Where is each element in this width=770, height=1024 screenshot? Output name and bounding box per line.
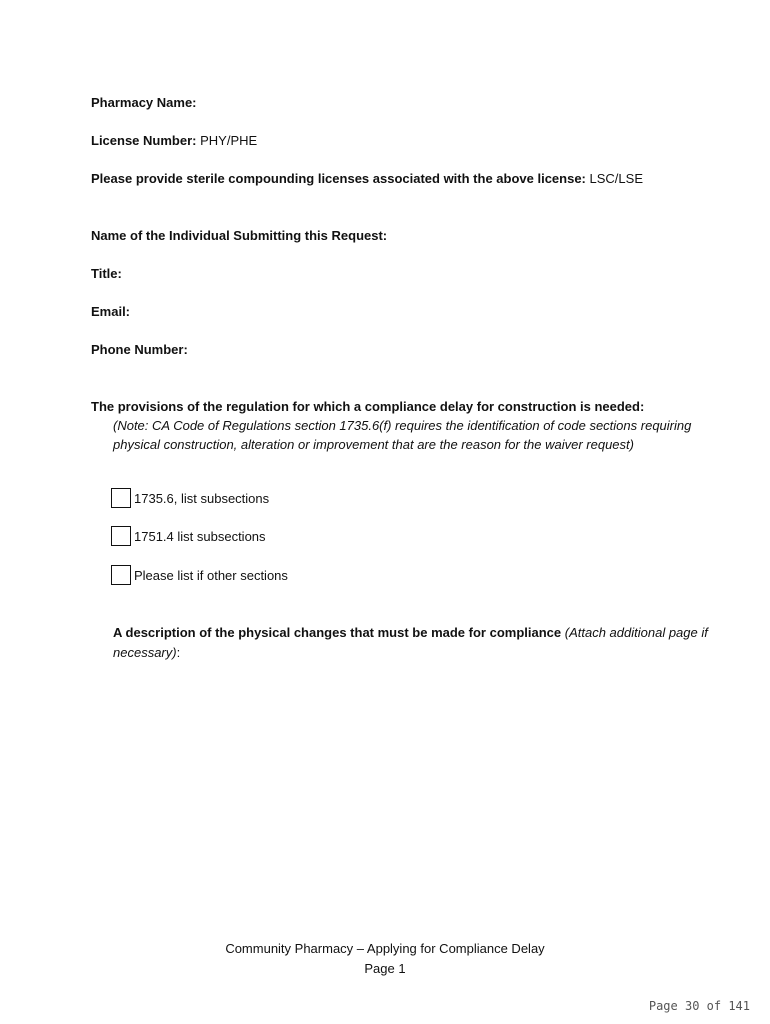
footer-page: Page 1 xyxy=(364,961,406,976)
description-hint: (Attach additional page if necessary) xyxy=(113,625,708,660)
email-field xyxy=(91,304,130,319)
checkbox-1735-6[interactable] xyxy=(111,488,131,508)
option-1735-6[interactable] xyxy=(111,488,269,508)
description-label: A description of the physical changes that must be made for compliance xyxy=(113,625,562,640)
pharmacy-name-field xyxy=(91,95,197,110)
sterile-licenses-field xyxy=(91,171,643,186)
license-number-label: License Number: xyxy=(91,133,197,148)
submitter-name-field xyxy=(91,228,387,243)
footer-title: Community Pharmacy – Applying for Compliance Delay xyxy=(225,941,545,956)
provisions-note: (Note: CA Code of Regulations section 1735.6(f) requires the identification of code sections requiring physical construction, alteration or improvement that are the reason for the waiver request) xyxy=(113,418,692,452)
checkbox-other-sections[interactable] xyxy=(111,565,131,585)
option-other-sections[interactable] xyxy=(111,565,288,585)
title-field xyxy=(91,266,122,281)
physical-changes-description: A description of the physical changes that must be made for compliance (Attach additional page if necessary): xyxy=(113,625,708,660)
sterile-licenses-label: Please provide sterile compounding licenses associated with the above license: xyxy=(91,171,586,186)
title-label: Title: xyxy=(91,266,122,281)
option-label: 1735.6, list subsections xyxy=(134,490,270,506)
submitter-name-label: Name of the Individual Submitting this Request: xyxy=(91,228,388,243)
option-label: Please list if other sections xyxy=(134,567,288,583)
license-number-value: PHY/PHE xyxy=(200,133,258,148)
document-page-number: Page 30 of 141 xyxy=(648,999,750,1013)
option-1751-4[interactable] xyxy=(111,526,266,546)
provisions-heading: The provisions of the regulation for which a compliance delay for construction is needed: xyxy=(91,399,645,414)
pharmacy-name-label: Pharmacy Name: xyxy=(91,95,197,110)
option-label: 1751.4 list subsections xyxy=(134,528,266,544)
license-number-field xyxy=(91,133,257,148)
phone-number-label: Phone Number: xyxy=(91,342,188,357)
phone-number-field xyxy=(91,342,188,357)
sterile-licenses-value: LSC/LSE xyxy=(589,171,643,186)
checkbox-1751-4[interactable] xyxy=(111,526,131,546)
email-label: Email: xyxy=(91,304,131,319)
